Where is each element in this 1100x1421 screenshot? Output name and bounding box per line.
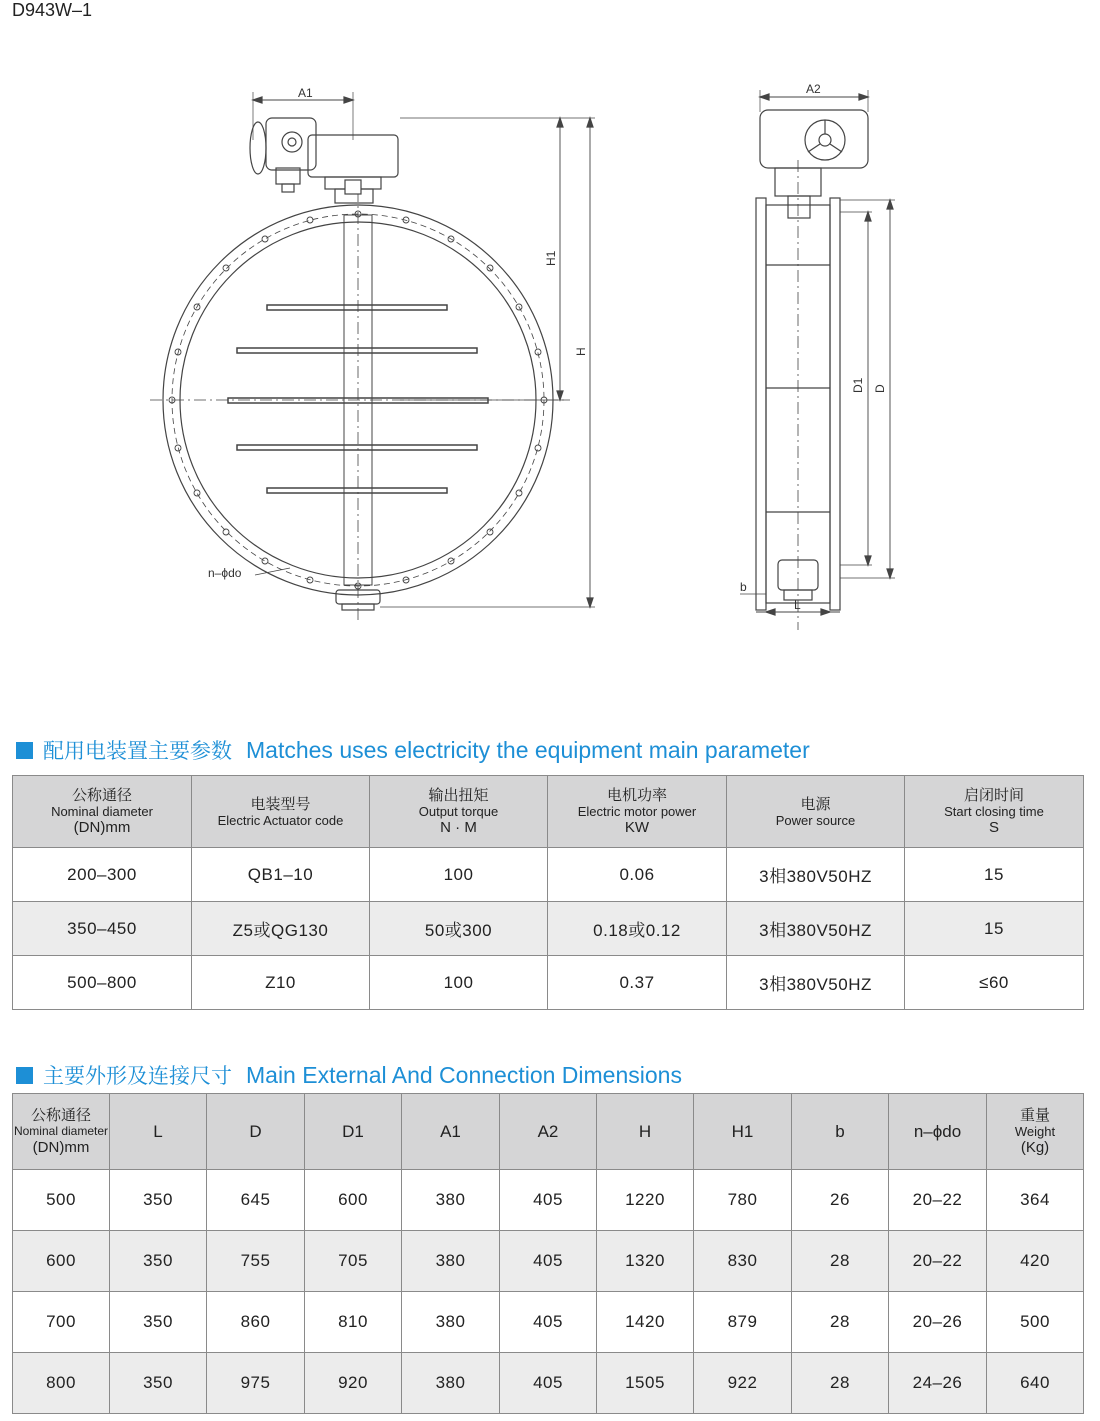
table-cell: 860 [207, 1292, 305, 1353]
table-cell: 922 [694, 1353, 792, 1414]
table-cell: 15 [905, 848, 1084, 902]
header-bolt-holes: n–ϕdo [889, 1094, 987, 1170]
table-cell: 3相380V50HZ [727, 848, 905, 902]
header-b: b [792, 1094, 889, 1170]
table-cell: 705 [305, 1231, 402, 1292]
header-a1: A1 [402, 1094, 500, 1170]
label-d: D [873, 384, 887, 393]
table-cell: 28 [792, 1353, 889, 1414]
header-output-torque: 输出扭矩 Output torque N · M [370, 776, 548, 848]
table-cell: 1220 [597, 1170, 694, 1231]
section1-title-en: Matches uses electricity the equipment main parameter [246, 736, 810, 763]
table-cell: 380 [402, 1292, 500, 1353]
actuator-parameter-table [12, 775, 1084, 1010]
table-cell: 350 [110, 1292, 207, 1353]
section2-square-icon [16, 1067, 33, 1084]
section1-square-icon [16, 742, 33, 759]
table-cell: 755 [207, 1231, 305, 1292]
valve-technical-drawing [0, 0, 1100, 660]
table-row [13, 848, 1084, 902]
table-cell: 810 [305, 1292, 402, 1353]
table-cell: 700 [13, 1292, 110, 1353]
table-cell: 800 [13, 1353, 110, 1414]
table-cell: 3相380V50HZ [727, 902, 905, 956]
table-cell: 420 [987, 1231, 1084, 1292]
table-cell: 0.18或0.12 [548, 902, 727, 956]
table-cell: 20–22 [889, 1231, 987, 1292]
table-cell: 405 [500, 1353, 597, 1414]
table-header-row [13, 776, 1084, 848]
table-cell: 500 [987, 1292, 1084, 1353]
table-cell: 20–22 [889, 1170, 987, 1231]
header-d1: D1 [305, 1094, 402, 1170]
table-row [13, 956, 1084, 1010]
header-d: D [207, 1094, 305, 1170]
section2-title [16, 1060, 682, 1090]
header-closing-time: 启闭时间 Start closing time S [905, 776, 1084, 848]
dimensions-table [12, 1093, 1084, 1414]
table-cell: 364 [987, 1170, 1084, 1231]
table-cell: 100 [370, 848, 548, 902]
table-cell: 380 [402, 1231, 500, 1292]
table-cell: 350 [110, 1231, 207, 1292]
header-nominal-diameter: 公称通径 Nominal diameter (DN)mm [13, 776, 192, 848]
table-cell: 975 [207, 1353, 305, 1414]
label-a1: A1 [298, 86, 313, 100]
label-h1: H1 [544, 250, 558, 266]
table-cell: QB1–10 [192, 848, 370, 902]
table-cell: 600 [305, 1170, 402, 1231]
table-cell: 920 [305, 1353, 402, 1414]
table-cell: 405 [500, 1292, 597, 1353]
table-row [13, 902, 1084, 956]
table-row [13, 1231, 1084, 1292]
table-cell: 350 [110, 1353, 207, 1414]
table-row [13, 1170, 1084, 1231]
table-cell: ≤60 [905, 956, 1084, 1010]
table-cell: 28 [792, 1231, 889, 1292]
header-h: H [597, 1094, 694, 1170]
header-nominal-diameter: 公称通径 Nominal diameter (DN)mm [13, 1094, 110, 1170]
section1-title-zh: 配用电装置主要参数 [43, 739, 232, 763]
table-cell: 0.06 [548, 848, 727, 902]
table-cell: 600 [13, 1231, 110, 1292]
table-cell: 0.37 [548, 956, 727, 1010]
table-cell: 20–26 [889, 1292, 987, 1353]
table-cell: Z10 [192, 956, 370, 1010]
table-cell: 380 [402, 1170, 500, 1231]
table-cell: 1320 [597, 1231, 694, 1292]
header-actuator-code: 电装型号 Electric Actuator code [192, 776, 370, 848]
table-cell: 1505 [597, 1353, 694, 1414]
table-cell: 15 [905, 902, 1084, 956]
table-cell: 380 [402, 1353, 500, 1414]
table-cell: 645 [207, 1170, 305, 1231]
table-cell: 879 [694, 1292, 792, 1353]
header-power-source: 电源 Power source [727, 776, 905, 848]
valve-side-view [740, 90, 895, 630]
label-b: b [740, 580, 747, 594]
table-cell: 24–26 [889, 1353, 987, 1414]
table-cell: 830 [694, 1231, 792, 1292]
table-row [13, 1292, 1084, 1353]
section1-title [16, 735, 810, 765]
actuator-front [250, 118, 398, 203]
table-cell: 350–450 [13, 902, 192, 956]
table-cell: 405 [500, 1231, 597, 1292]
table-cell: 28 [792, 1292, 889, 1353]
table-cell: 500–800 [13, 956, 192, 1010]
table-row [13, 1353, 1084, 1414]
header-l: L [110, 1094, 207, 1170]
table-cell: 640 [987, 1353, 1084, 1414]
table-cell: 500 [13, 1170, 110, 1231]
table-cell: 350 [110, 1170, 207, 1231]
table-cell: 3相380V50HZ [727, 956, 905, 1010]
table-cell: 50或300 [370, 902, 548, 956]
table-cell: 1420 [597, 1292, 694, 1353]
model-code: D943W–1 [12, 0, 93, 20]
label-d1: D1 [851, 377, 865, 393]
table-cell: 26 [792, 1170, 889, 1231]
header-h1: H1 [694, 1094, 792, 1170]
section2-title-zh: 主要外形及连接尺寸 [43, 1064, 232, 1088]
table-cell: 200–300 [13, 848, 192, 902]
header-a2: A2 [500, 1094, 597, 1170]
table-header-row [13, 1094, 1084, 1170]
label-a2: A2 [806, 82, 821, 96]
table-cell: 100 [370, 956, 548, 1010]
table-cell: 780 [694, 1170, 792, 1231]
label-bolt-holes: n–ϕdo [208, 566, 242, 580]
section2-title-en: Main External And Connection Dimensions [246, 1061, 682, 1088]
header-motor-power: 电机功率 Electric motor power KW [548, 776, 727, 848]
header-weight: 重量 Weight (Kg) [987, 1094, 1084, 1170]
label-h: H [574, 347, 588, 356]
table-cell: 405 [500, 1170, 597, 1231]
label-l: L [794, 598, 801, 612]
table-cell: Z5或QG130 [192, 902, 370, 956]
